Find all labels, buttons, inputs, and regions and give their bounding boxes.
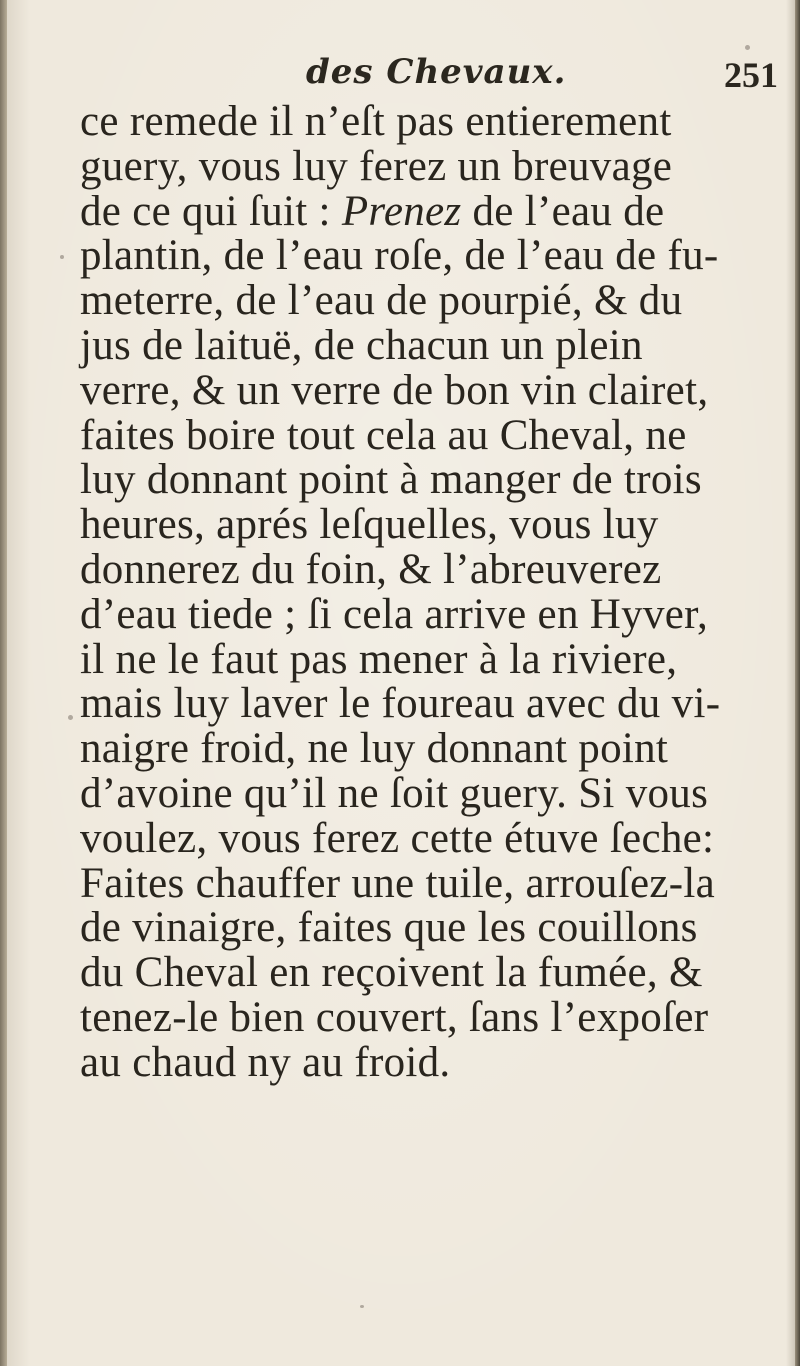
italic-word: Prenez xyxy=(341,187,462,235)
text-line: plantin, de l’eau roſe, de l’eau de fu- xyxy=(80,232,719,280)
text-line: de ce qui ſuit : Prenez de l’eau de xyxy=(80,187,665,235)
text-line: faites boire tout cela au Cheval, ne xyxy=(80,411,687,459)
text-line: au chaud ny au froid. xyxy=(80,1038,451,1086)
text-line: Faites chauffer une tuile, arrouſez-la xyxy=(80,859,716,907)
text-line: tenez-le bien couvert, ſans l’expoſer xyxy=(80,993,709,1041)
paper-speck xyxy=(68,715,73,720)
paper-speck xyxy=(360,1305,364,1308)
text-line: donnerez du foin, & l’abreuverez xyxy=(80,545,662,593)
text-line: jus de laituë, de chacun un plein xyxy=(80,321,643,369)
text-line: du Cheval en reçoivent la fumée, & xyxy=(80,949,703,997)
text-line: guery, vous luy ferez un breuvage xyxy=(80,142,673,190)
text-line: naigre froid, ne luy donnant point xyxy=(80,725,669,773)
body-text xyxy=(80,100,800,1086)
text-line: heures, aprés leſquelles, vous luy xyxy=(80,501,659,549)
text-line: de vinaigre, faites que les couillons xyxy=(80,904,698,952)
text-line: d’eau tiede ; ſi cela arrive en Hyver, xyxy=(80,590,709,638)
text-line: ce remede il n’eſt pas entierement xyxy=(80,98,672,145)
text-line: voulez, vous ferez cette étuve ſeche: xyxy=(80,814,715,862)
text-line: mais luy laver le foureau avec du vi- xyxy=(80,680,721,728)
text-line: d’avoine qu’il ne ſoit guery. Si vous xyxy=(80,769,709,817)
running-head: des Chevaux. xyxy=(306,52,567,92)
page-number: 251 xyxy=(724,55,778,95)
text-line: il ne le faut pas mener à la riviere, xyxy=(80,635,678,683)
text-line: luy donnant point à manger de trois xyxy=(80,456,702,504)
text-line: meterre, de l’eau de pourpié, & du xyxy=(80,277,683,325)
text-line: verre, & un verre de bon vin clairet, xyxy=(80,366,709,414)
paper-speck xyxy=(745,45,750,50)
page-gutter-edge xyxy=(0,0,7,1366)
paper-speck xyxy=(60,255,64,259)
